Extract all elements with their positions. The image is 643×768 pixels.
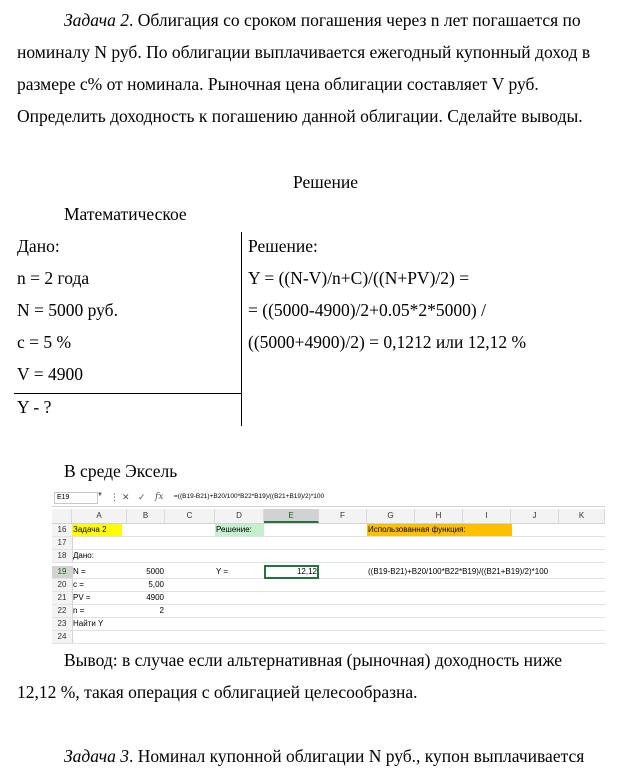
row-header[interactable]: 23 [52,618,73,630]
row-header[interactable]: 22 [52,605,73,617]
name-box-dropdown-icon[interactable]: ▼ [97,492,103,498]
col-d[interactable]: D [215,509,264,523]
given-N: N = 5000 руб. [17,300,118,320]
col-b[interactable]: B [127,509,165,523]
col-j[interactable]: J [511,509,559,523]
solution-line2: = ((5000-4900)/2+0.05*2*5000) / [248,300,486,320]
given-V: V = 4900 [17,364,83,384]
solution-line3: ((5000+4900)/2) = 0,1212 или 12,12 % [248,332,527,352]
col-k[interactable]: K [559,509,605,523]
cell-a22[interactable]: n = [73,606,85,615]
given-c: c = 5 % [17,332,72,352]
col-g[interactable]: G [367,509,415,523]
row-header[interactable]: 20 [52,579,73,591]
task2-line1: Задача 2. Облигация со сроком погашения через n лет погашается по [64,10,581,30]
formula-text[interactable]: =((B19-B21)+B20/100*B22*B19)/((B21+B19)/2)*100 [174,493,325,500]
cell-g16[interactable]: Использованная функция: [367,524,512,536]
find-Y: Y - ? [17,397,52,417]
given-n: n = 2 года [17,268,90,288]
table-row [52,579,605,592]
table-row [52,592,605,605]
cell-e19[interactable]: 12,12 [296,567,317,576]
col-c[interactable]: C [165,509,215,523]
enter-icon[interactable]: ✓ [138,492,146,502]
selected-cell-e19 [264,565,319,579]
row-header[interactable]: 17 [52,537,73,549]
select-all-corner[interactable] [52,509,72,523]
formula-bar [52,489,605,507]
cell-d19[interactable]: Y = [216,567,229,576]
task2-title: Задача 2 [64,10,130,30]
cell-g19[interactable]: ((B19-B21)+B20/100*B22*B19)/((B21+B19)/2)*100 [368,567,549,576]
col-e[interactable]: E [264,509,319,523]
solution-heading: Решение [293,172,359,192]
more-icon: ⋮ [110,492,119,502]
cell-b19[interactable]: 5000 [146,567,164,576]
cell-a20[interactable]: c = [73,580,84,589]
col-f[interactable]: F [319,509,367,523]
cell-a16[interactable]: Задача 2 [72,524,122,536]
given-label: Дано: [17,236,60,256]
table-row [52,566,605,579]
cancel-icon[interactable]: ✕ [122,492,130,502]
cell-b20[interactable]: 5,00 [148,580,164,589]
task2-line3: размере c% от номинала. Рыночная цена облигации составляет V руб. [17,74,539,94]
task3-line1: Задача 3. Номинал купонной облигации N руб., купон выплачивается [64,746,585,766]
excel-label: В среде Эксель [64,461,178,481]
function-icon[interactable]: fx [155,492,164,502]
cell-b22[interactable]: 2 [159,606,164,615]
col-h[interactable]: H [415,509,463,523]
table-divider-vertical [241,232,242,426]
task2-line2: номиналу N руб. По облигации выплачивается ежегодный купонный доход в [17,42,591,62]
task3-title: Задача 3 [64,746,130,766]
table-row [52,631,605,644]
table-row [52,550,605,563]
name-box[interactable]: E19 [54,492,98,504]
row-header[interactable]: 16 [52,524,73,536]
row-header[interactable]: 21 [52,592,73,604]
cell-a23[interactable]: Найти Y [73,619,104,628]
solution-label: Решение: [248,236,318,256]
cell-a18[interactable]: Дано: [73,551,94,560]
cell-b21[interactable]: 4900 [146,593,164,602]
excel-screenshot [52,489,605,641]
row-header[interactable]: 24 [52,631,73,643]
row-header[interactable]: 19 [52,566,73,578]
conclusion-line1: Вывод: в случае если альтернативная (рыночная) доходность ниже [64,650,562,670]
table-row [52,524,605,537]
table-row [52,537,605,550]
conclusion-line2: 12,12 %, такая операция с облигацией целесообразна. [17,682,418,702]
cell-a21[interactable]: PV = [73,593,91,602]
math-label: Математическое [64,204,187,224]
task2-line4: Определить доходность к погашению данной облигации. Сделайте выводы. [17,106,583,126]
solution-line1: Y = ((N-V)/n+C)/((N+PV)/2) = [248,268,470,288]
col-i[interactable]: I [463,509,511,523]
column-headers [52,509,605,524]
cell-d16[interactable]: Решение: [215,524,264,536]
col-a[interactable]: A [72,509,127,523]
table-row [52,605,605,618]
table-divider-horizontal [14,393,242,394]
row-header[interactable]: 18 [52,550,73,562]
table-row [52,618,605,631]
cell-a19[interactable]: N = [73,567,86,576]
